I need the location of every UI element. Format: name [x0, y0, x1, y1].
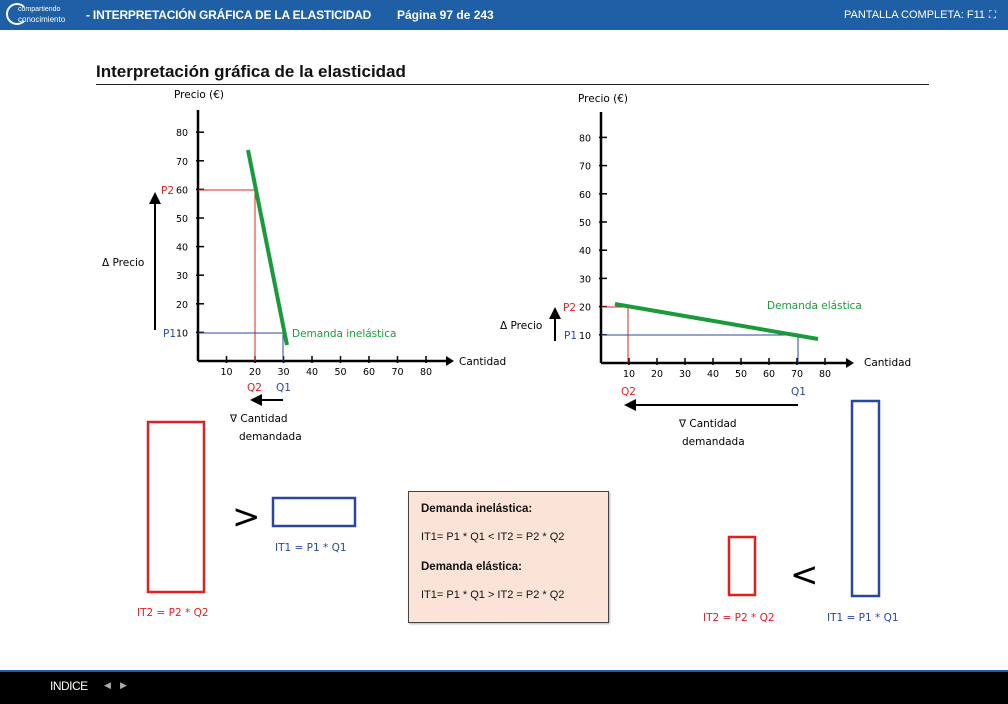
elastic-title: Demanda elástica:	[421, 561, 522, 573]
inelastic-title: Demanda inelástica:	[421, 503, 533, 515]
right-x-tick-label-60: 60	[762, 369, 776, 380]
right-q1-label: Q1	[791, 386, 806, 398]
inelastic-formula: IT1= P1 * Q1 < IT2 = P2 * Q2	[421, 531, 565, 543]
logo[interactable]	[6, 3, 76, 27]
bottom-navigation-bar	[0, 670, 1008, 704]
right-p2-label: P2	[563, 302, 577, 314]
right-delta-qty-label-1: ∇ Cantidad	[679, 418, 737, 430]
left-x-tick-label-80: 80	[419, 367, 433, 378]
left-q2-label: Q2	[247, 382, 262, 394]
left-y-tick-label-60: 60	[175, 185, 189, 197]
left-compare-sign: >	[232, 497, 261, 537]
left-y-tick-label-70: 70	[175, 156, 189, 168]
fullscreen-button[interactable]	[844, 9, 996, 21]
right-q2-label: Q2	[621, 386, 636, 398]
right-it2-rectangle	[729, 537, 755, 595]
left-it1-label: IT1 = P1 * Q1	[275, 542, 347, 554]
right-p1-label: P1	[564, 330, 578, 342]
left-delta-price-label: Δ Precio	[102, 257, 145, 269]
right-x-tick-label-30: 30	[678, 369, 692, 380]
elastic-formula: IT1= P1 * Q1 > IT2 = P2 * Q2	[421, 589, 565, 601]
logo-text-top: compartiendo	[18, 6, 61, 13]
right-x-ticks	[623, 358, 831, 380]
left-curve-label: Demanda inelástica	[292, 328, 397, 340]
right-y-axis-title: Precio (€)	[578, 93, 629, 105]
previous-page-icon[interactable]: ◀	[104, 680, 111, 690]
left-it1-rectangle	[273, 498, 355, 526]
right-x-tick-label-20: 20	[650, 369, 664, 380]
right-x-tick-label-80: 80	[818, 369, 832, 380]
right-y-tick-label-20: 20	[578, 302, 592, 314]
left-y-tick-label-10: 10	[175, 328, 189, 340]
right-delta-price-label: Δ Precio	[500, 320, 543, 332]
left-q1-label: Q1	[276, 382, 291, 394]
right-it1-label: IT1 = P1 * Q1	[827, 612, 899, 624]
right-x-tick-label-50: 50	[734, 369, 748, 380]
right-y-tick-label-60: 60	[578, 189, 592, 201]
left-delta-qty-label-2: demandada	[239, 431, 302, 443]
left-x-tick-label-20: 20	[248, 367, 262, 378]
left-y-axis-title: Precio (€)	[174, 89, 225, 101]
left-x-tick-label-10: 10	[220, 367, 233, 378]
page-title: Interpretación gráfica de la elasticidad	[96, 62, 406, 81]
bottom-bar-separator	[0, 670, 1008, 672]
next-page-icon[interactable]: ▶	[120, 680, 127, 690]
right-y-tick-label-80: 80	[578, 133, 592, 145]
page-indicator: Página 97 de 243	[397, 8, 494, 22]
left-x-tick-label-40: 40	[305, 367, 319, 378]
fullscreen-label: PANTALLA COMPLETA: F11	[843, 9, 985, 21]
right-y-tick-label-30: 30	[578, 274, 592, 286]
left-y-tick-label-30: 30	[175, 271, 189, 283]
left-y-tick-label-40: 40	[175, 242, 189, 254]
left-x-tick-label-70: 70	[391, 367, 404, 378]
left-y-tick-label-50: 50	[175, 214, 189, 225]
logo-text-bottom: conocimiento	[18, 15, 66, 24]
right-delta-qty-label-2: demandada	[682, 436, 745, 448]
left-it2-rectangle	[148, 422, 204, 592]
left-y-tick-label-80: 80	[175, 128, 189, 140]
left-demand-curve	[248, 150, 287, 345]
top-toolbar	[0, 0, 1008, 30]
left-p1-label: P1	[163, 328, 177, 340]
right-it2-label: IT2 = P2 * Q2	[703, 612, 775, 624]
right-x-tick-label-70: 70	[790, 369, 804, 380]
left-x-tick-label-30: 30	[277, 367, 290, 378]
right-x-axis-arrow-icon	[846, 358, 854, 368]
left-x-tick-label-50: 50	[334, 367, 347, 378]
left-x-axis-arrow-icon	[446, 356, 454, 366]
right-y-tick-label-70: 70	[578, 161, 592, 173]
right-x-tick-label-40: 40	[706, 369, 720, 380]
left-delta-qty-label-1: ∇ Cantidad	[230, 413, 288, 425]
document-title: - INTERPRETACIÓN GRÁFICA DE LA ELASTICIDAD	[86, 8, 372, 22]
left-it2-label: IT2 = P2 * Q2	[137, 607, 209, 619]
right-curve-label: Demanda elástica	[767, 300, 862, 312]
right-y-tick-label-40: 40	[578, 246, 592, 258]
left-y-tick-label-20: 20	[175, 299, 189, 311]
right-x-tick-label-10: 10	[622, 369, 636, 380]
right-y-tick-label-50: 50	[578, 218, 592, 229]
right-it1-rectangle	[852, 401, 879, 596]
left-x-ticks	[220, 356, 432, 378]
right-compare-sign: <	[790, 555, 819, 595]
expand-icon: ⛶	[989, 10, 996, 21]
right-x-axis-title: Cantidad	[864, 357, 912, 369]
left-x-axis-title: Cantidad	[459, 356, 507, 368]
formula-box	[408, 491, 609, 623]
index-link[interactable]: INDICE	[50, 679, 88, 693]
left-p2-label: P2	[161, 185, 175, 197]
left-x-tick-label-60: 60	[362, 367, 376, 378]
right-y-tick-label-10: 10	[578, 330, 592, 342]
right-y-ticks	[579, 133, 607, 341]
left-y-ticks	[176, 128, 204, 339]
page-content	[0, 30, 1008, 670]
